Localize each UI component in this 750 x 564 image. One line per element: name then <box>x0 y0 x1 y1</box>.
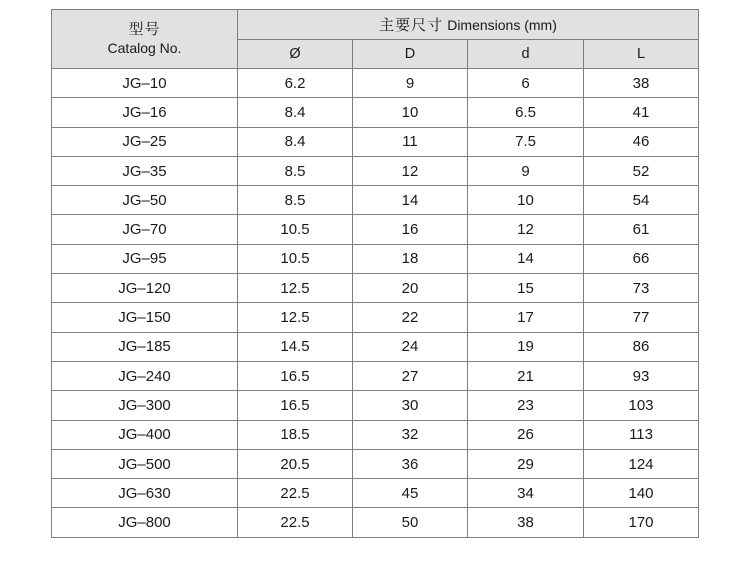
cell-phi: 18.5 <box>238 420 353 449</box>
cell-model: JG–10 <box>52 69 238 98</box>
cell-phi: 20.5 <box>238 449 353 478</box>
cell-D: 36 <box>353 449 468 478</box>
cell-D: 12 <box>353 156 468 185</box>
cell-phi: 22.5 <box>238 508 353 537</box>
table-row <box>52 420 699 449</box>
cell-model: JG–150 <box>52 303 238 332</box>
cell-phi: 14.5 <box>238 332 353 361</box>
catalog-header-en: Catalog No. <box>107 40 182 56</box>
cell-phi: 8.4 <box>238 127 353 156</box>
cell-phi: 16.5 <box>238 391 353 420</box>
table-row <box>52 508 699 537</box>
cell-d: 6.5 <box>468 98 584 127</box>
cell-d: 38 <box>468 508 584 537</box>
column-header-phi: Ø <box>238 40 353 69</box>
cell-L: 93 <box>584 361 699 390</box>
cell-d: 19 <box>468 332 584 361</box>
table-row <box>52 98 699 127</box>
cell-D: 16 <box>353 215 468 244</box>
cell-D: 50 <box>353 508 468 537</box>
cell-model: JG–35 <box>52 156 238 185</box>
cell-L: 170 <box>584 508 699 537</box>
cell-d: 17 <box>468 303 584 332</box>
cell-d: 15 <box>468 274 584 303</box>
table-row <box>52 156 699 185</box>
cell-model: JG–70 <box>52 215 238 244</box>
cell-d: 21 <box>468 361 584 390</box>
cell-D: 9 <box>353 69 468 98</box>
cell-D: 14 <box>353 186 468 215</box>
table-header <box>52 10 699 69</box>
table-body <box>52 69 699 538</box>
catalog-header-cn: 型号 <box>128 21 161 38</box>
cell-phi: 8.5 <box>238 156 353 185</box>
cell-d: 7.5 <box>468 127 584 156</box>
cell-model: JG–500 <box>52 449 238 478</box>
cell-L: 124 <box>584 449 699 478</box>
cell-d: 10 <box>468 186 584 215</box>
cell-L: 66 <box>584 244 699 273</box>
cell-d: 34 <box>468 479 584 508</box>
dimensions-header-en: Dimensions (mm) <box>447 17 557 33</box>
cell-D: 18 <box>353 244 468 273</box>
cell-phi: 22.5 <box>238 479 353 508</box>
dimensions-table <box>51 9 699 538</box>
table-row <box>52 361 699 390</box>
cell-model: JG–185 <box>52 332 238 361</box>
cell-D: 20 <box>353 274 468 303</box>
cell-phi: 8.5 <box>238 186 353 215</box>
cell-phi: 10.5 <box>238 244 353 273</box>
table-row <box>52 244 699 273</box>
cell-model: JG–400 <box>52 420 238 449</box>
cell-L: 46 <box>584 127 699 156</box>
cell-D: 24 <box>353 332 468 361</box>
cell-phi: 6.2 <box>238 69 353 98</box>
cell-d: 23 <box>468 391 584 420</box>
cell-phi: 10.5 <box>238 215 353 244</box>
cell-L: 38 <box>584 69 699 98</box>
cell-model: JG–630 <box>52 479 238 508</box>
cell-phi: 8.4 <box>238 98 353 127</box>
table-row <box>52 303 699 332</box>
cell-L: 41 <box>584 98 699 127</box>
cell-d: 14 <box>468 244 584 273</box>
cell-L: 86 <box>584 332 699 361</box>
cell-phi: 12.5 <box>238 274 353 303</box>
table-row <box>52 186 699 215</box>
cell-model: JG–50 <box>52 186 238 215</box>
cell-model: JG–120 <box>52 274 238 303</box>
column-header-D: D <box>353 40 468 69</box>
cell-L: 103 <box>584 391 699 420</box>
cell-L: 52 <box>584 156 699 185</box>
cell-L: 140 <box>584 479 699 508</box>
column-header-L: L <box>584 40 699 69</box>
table-row <box>52 449 699 478</box>
cell-phi: 12.5 <box>238 303 353 332</box>
cell-d: 6 <box>468 69 584 98</box>
cell-model: JG–95 <box>52 244 238 273</box>
table-row <box>52 274 699 303</box>
cell-D: 11 <box>353 127 468 156</box>
cell-L: 113 <box>584 420 699 449</box>
catalog-header <box>52 10 238 69</box>
cell-D: 45 <box>353 479 468 508</box>
cell-model: JG–800 <box>52 508 238 537</box>
cell-phi: 16.5 <box>238 361 353 390</box>
table-row <box>52 215 699 244</box>
cell-D: 27 <box>353 361 468 390</box>
table-row <box>52 479 699 508</box>
table-row <box>52 391 699 420</box>
cell-d: 29 <box>468 449 584 478</box>
cell-d: 9 <box>468 156 584 185</box>
cell-L: 77 <box>584 303 699 332</box>
cell-model: JG–25 <box>52 127 238 156</box>
cell-D: 32 <box>353 420 468 449</box>
cell-d: 26 <box>468 420 584 449</box>
dimensions-header-cn: 主要尺寸 <box>379 17 444 34</box>
cell-model: JG–16 <box>52 98 238 127</box>
dimensions-header <box>238 10 699 40</box>
cell-D: 22 <box>353 303 468 332</box>
cell-d: 12 <box>468 215 584 244</box>
cell-L: 54 <box>584 186 699 215</box>
column-header-d: d <box>468 40 584 69</box>
cell-D: 10 <box>353 98 468 127</box>
table-row <box>52 332 699 361</box>
table-row <box>52 69 699 98</box>
cell-model: JG–240 <box>52 361 238 390</box>
header-row-main <box>52 10 699 40</box>
cell-model: JG–300 <box>52 391 238 420</box>
table-row <box>52 127 699 156</box>
cell-L: 61 <box>584 215 699 244</box>
cell-L: 73 <box>584 274 699 303</box>
cell-D: 30 <box>353 391 468 420</box>
